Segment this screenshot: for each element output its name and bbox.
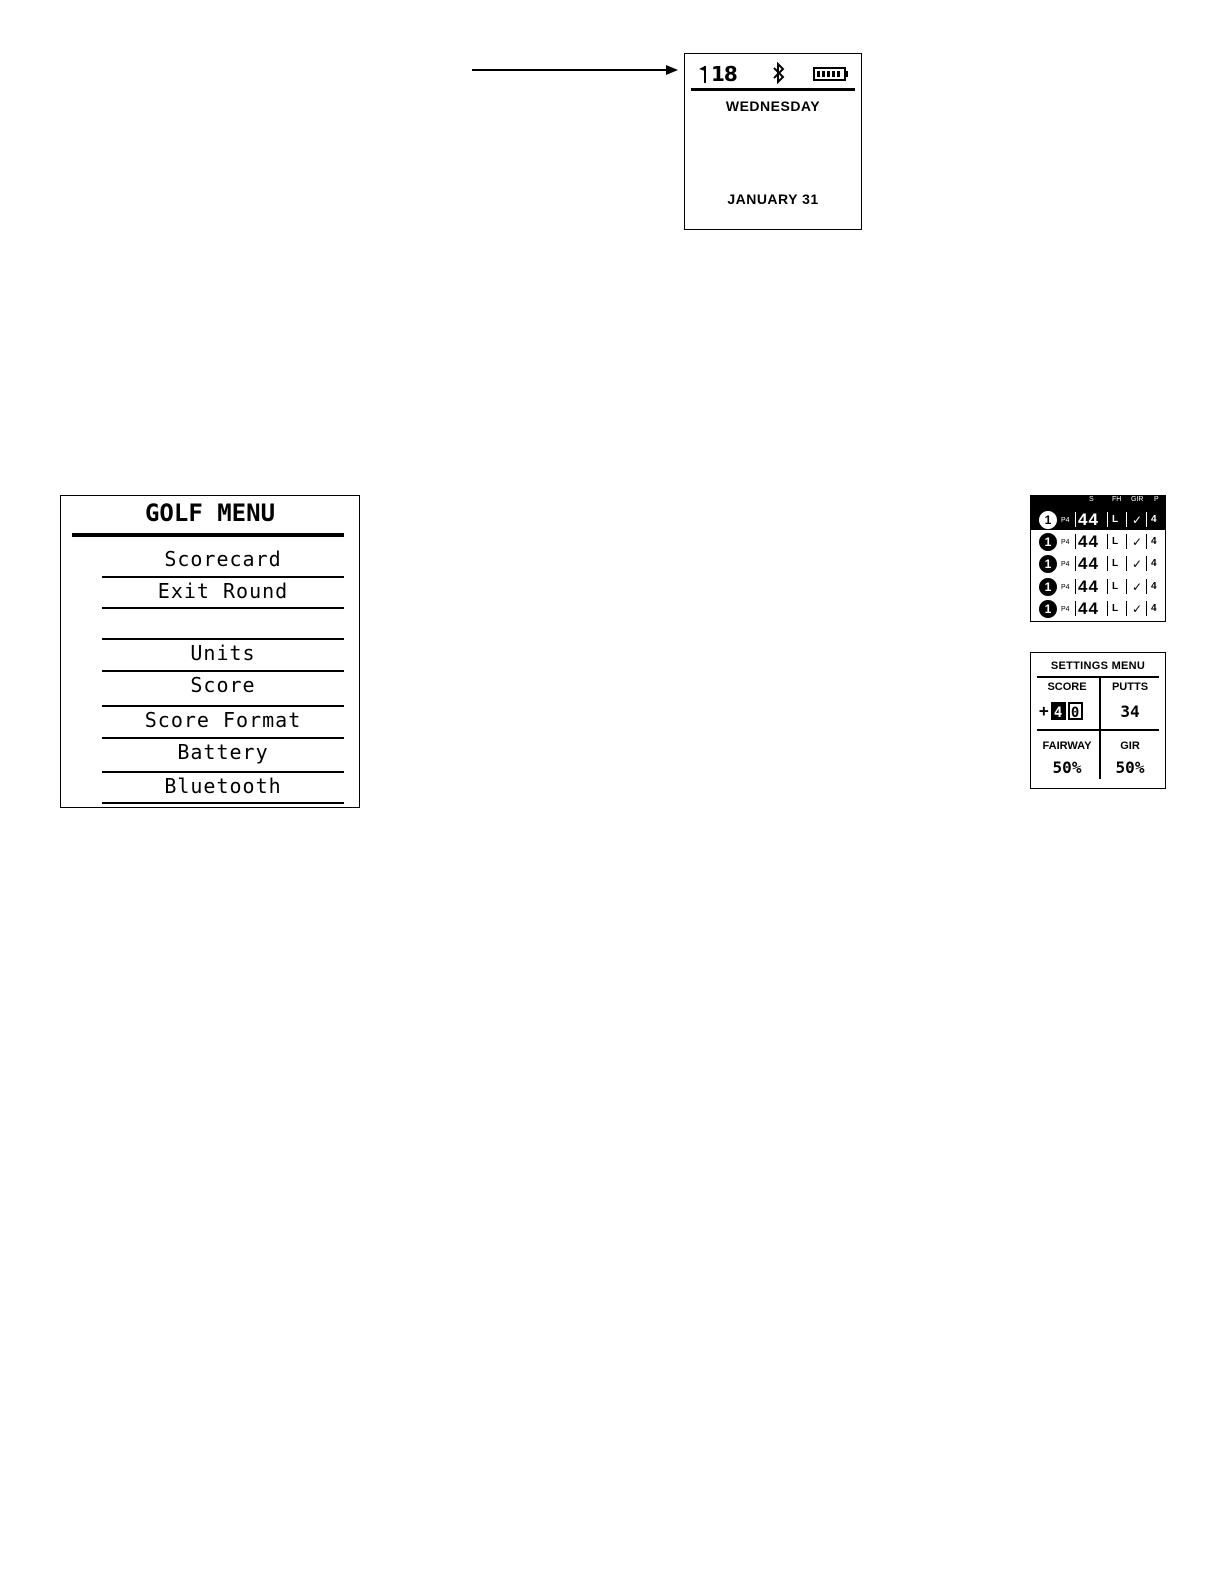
column-divider xyxy=(1146,556,1147,571)
par-label: P4 xyxy=(1061,606,1070,613)
hole-score: 44 xyxy=(1078,554,1099,573)
settings-menu-title: SETTINGS MENU xyxy=(1050,660,1146,672)
scorecard-screen xyxy=(1030,495,1166,622)
hole-number: 18 xyxy=(711,62,737,86)
status-bar xyxy=(691,58,855,91)
column-divider xyxy=(1107,534,1108,549)
column-divider xyxy=(1107,512,1108,527)
column-divider xyxy=(1107,556,1108,571)
title-divider xyxy=(72,533,344,537)
menu-item-units[interactable]: Units xyxy=(102,640,344,672)
putts-count: 4 xyxy=(1151,536,1157,547)
golf-menu-screen xyxy=(60,495,360,808)
fairway-label: FAIRWAY xyxy=(1042,740,1092,752)
putts-count: 4 xyxy=(1151,558,1157,569)
hole-number-badge: 1 xyxy=(1039,533,1057,551)
flag-icon xyxy=(699,65,709,83)
column-divider xyxy=(1075,601,1076,616)
title-divider xyxy=(1037,676,1159,678)
putts-value: 34 xyxy=(1120,702,1140,721)
score-label: SCORE xyxy=(1047,681,1087,693)
header-score: S xyxy=(1089,496,1094,503)
menu-item-scorecard[interactable]: Scorecard xyxy=(102,546,344,578)
hole-score: 44 xyxy=(1078,599,1099,618)
battery-icon xyxy=(813,67,849,81)
column-divider xyxy=(1075,556,1076,571)
column-divider xyxy=(1126,579,1127,594)
row-divider xyxy=(1037,729,1159,731)
menu-item-score-format[interactable]: Score Format xyxy=(102,707,344,739)
menu-item-empty[interactable] xyxy=(102,609,344,640)
column-divider xyxy=(1146,534,1147,549)
menu-item-bluetooth[interactable]: Bluetooth xyxy=(102,773,344,804)
settings-menu-screen xyxy=(1030,652,1166,789)
gir-check: ✓ xyxy=(1132,513,1143,527)
scorecard-row[interactable] xyxy=(1031,552,1165,574)
gir-check: ✓ xyxy=(1132,602,1143,616)
column-divider xyxy=(1146,601,1147,616)
gir-value: 50% xyxy=(1115,758,1145,777)
gir-label: GIR xyxy=(1120,740,1140,752)
pointer-arrow-icon xyxy=(472,60,682,80)
menu-item-score[interactable]: Score xyxy=(102,672,344,707)
hole-score: 44 xyxy=(1078,510,1099,529)
hole-number-badge: 1 xyxy=(1039,511,1057,529)
column-divider xyxy=(1107,579,1108,594)
column-divider xyxy=(1126,512,1127,527)
score-value[interactable] xyxy=(1039,701,1083,720)
scorecard-header xyxy=(1031,496,1165,508)
score-digit: 0 xyxy=(1068,702,1083,720)
date-label: JANUARY 31 xyxy=(727,191,819,207)
column-divider xyxy=(1075,579,1076,594)
par-label: P4 xyxy=(1061,539,1070,546)
column-divider xyxy=(1107,601,1108,616)
score-sign: + xyxy=(1039,701,1049,720)
fairway-value: 50% xyxy=(1052,758,1082,777)
gir-check: ✓ xyxy=(1132,580,1143,594)
menu-item-battery[interactable]: Battery xyxy=(102,739,344,773)
gir-check: ✓ xyxy=(1132,535,1143,549)
golf-menu-title: GOLF MENU xyxy=(144,499,276,527)
putts-label: PUTTS xyxy=(1111,681,1149,693)
hole-score: 44 xyxy=(1078,532,1099,551)
scorecard-row[interactable] xyxy=(1031,530,1165,552)
menu-item-exit-round[interactable]: Exit Round xyxy=(102,578,344,609)
fairway-hit: L xyxy=(1112,558,1119,569)
column-divider xyxy=(1075,534,1076,549)
fairway-hit: L xyxy=(1112,603,1119,614)
weekday-label: WEDNESDAY xyxy=(725,98,821,114)
column-divider xyxy=(1126,534,1127,549)
column-divider xyxy=(1146,579,1147,594)
watch-home-screen xyxy=(684,53,862,230)
header-fairway: FH xyxy=(1112,496,1122,503)
par-label: P4 xyxy=(1061,584,1070,591)
putts-count: 4 xyxy=(1151,603,1157,614)
column-divider xyxy=(1126,556,1127,571)
fairway-hit: L xyxy=(1112,536,1119,547)
hole-indicator xyxy=(699,62,737,86)
column-divider xyxy=(1126,601,1127,616)
column-divider xyxy=(1075,512,1076,527)
header-gir: GIR xyxy=(1131,496,1144,503)
scorecard-row[interactable] xyxy=(1031,597,1165,619)
hole-number-badge: 1 xyxy=(1039,600,1057,618)
header-putts: P xyxy=(1154,496,1159,503)
fairway-hit: L xyxy=(1112,514,1119,525)
hole-number-badge: 1 xyxy=(1039,555,1057,573)
bluetooth-icon xyxy=(771,62,787,84)
hole-number-badge: 1 xyxy=(1039,578,1057,596)
putts-count: 4 xyxy=(1151,514,1157,525)
par-label: P4 xyxy=(1061,517,1070,524)
column-divider xyxy=(1146,512,1147,527)
hole-score: 44 xyxy=(1078,577,1099,596)
putts-count: 4 xyxy=(1151,581,1157,592)
fairway-hit: L xyxy=(1112,581,1119,592)
gir-check: ✓ xyxy=(1132,557,1143,571)
scorecard-row[interactable] xyxy=(1031,508,1165,530)
scorecard-row[interactable] xyxy=(1031,575,1165,597)
par-label: P4 xyxy=(1061,561,1070,568)
score-digit: 4 xyxy=(1051,702,1066,720)
